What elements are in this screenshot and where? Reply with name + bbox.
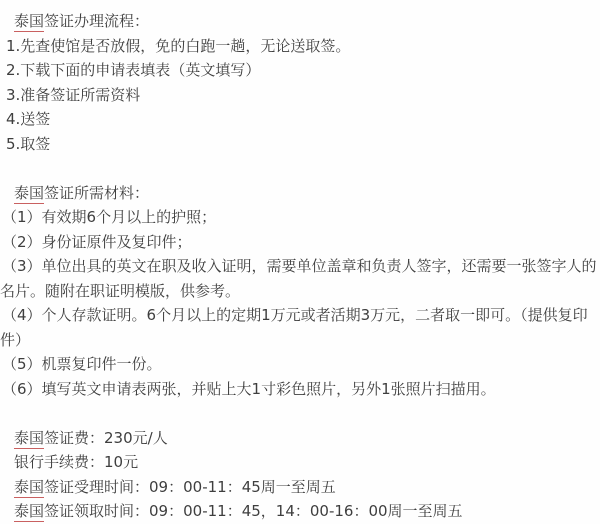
material-item-6: （6）填写英文申请表两张，并贴上大1寸彩色照片，另外1张照片扫描用。 bbox=[2, 379, 496, 398]
spellcheck-underlined-term: 泰国 bbox=[14, 183, 45, 202]
visa-fee-text: 签证费：230元/人 bbox=[44, 428, 168, 447]
materials-section-title bbox=[0, 181, 600, 206]
process-step-5: 5.取签 bbox=[6, 134, 51, 153]
spellcheck-underlined-term: 泰国 bbox=[14, 502, 45, 520]
pickup-hours-text: 签证领取时间：09：00-11：45，14：00-16：00周一至周五 bbox=[44, 502, 463, 520]
material-item-3: （3）单位出具的英文在职及收入证明，需要单位盖章和负责人签字，还需要一张签字人的名片。随附在职证明模版，供参考。 bbox=[0, 257, 597, 300]
visa-fee-line bbox=[0, 426, 600, 451]
spellcheck-underlined-term: 泰国 bbox=[14, 428, 45, 447]
material-item-4: （4）个人存款证明。6个月以上的定期1万元或者活期3万元，二者取一即可。（提供复印件） bbox=[0, 306, 588, 349]
process-step-1: 1.先查使馆是否放假，免的白跑一趟，无论送取签。 bbox=[6, 36, 351, 55]
material-item-2: （2）身份证原件及复印件； bbox=[2, 232, 192, 251]
blank-line bbox=[0, 401, 600, 426]
bank-fee-line: 银行手续费：10元 bbox=[14, 453, 139, 471]
process-step-3: 3.准备签证所需资料 bbox=[6, 85, 141, 104]
material-item-1: （1）有效期6个月以上的护照； bbox=[2, 208, 217, 226]
accept-hours-text: 签证受理时间：09：00-11：45周一至周五 bbox=[44, 477, 336, 496]
spellcheck-underlined-term: 泰国 bbox=[14, 12, 45, 30]
process-step-4: 4.送签 bbox=[6, 110, 51, 128]
accept-hours-line bbox=[0, 475, 600, 500]
materials-title-text: 签证所需材料： bbox=[44, 183, 150, 202]
material-item-5: （5）机票复印件一份。 bbox=[2, 355, 162, 373]
process-step-2: 2.下载下面的申请表填表（英文填写） bbox=[6, 61, 261, 79]
process-title-text: 签证办理流程： bbox=[44, 12, 150, 30]
blank-line bbox=[0, 156, 600, 181]
pickup-hours-line bbox=[0, 499, 600, 524]
process-section-title bbox=[0, 9, 600, 34]
spellcheck-underlined-term: 泰国 bbox=[14, 477, 45, 496]
